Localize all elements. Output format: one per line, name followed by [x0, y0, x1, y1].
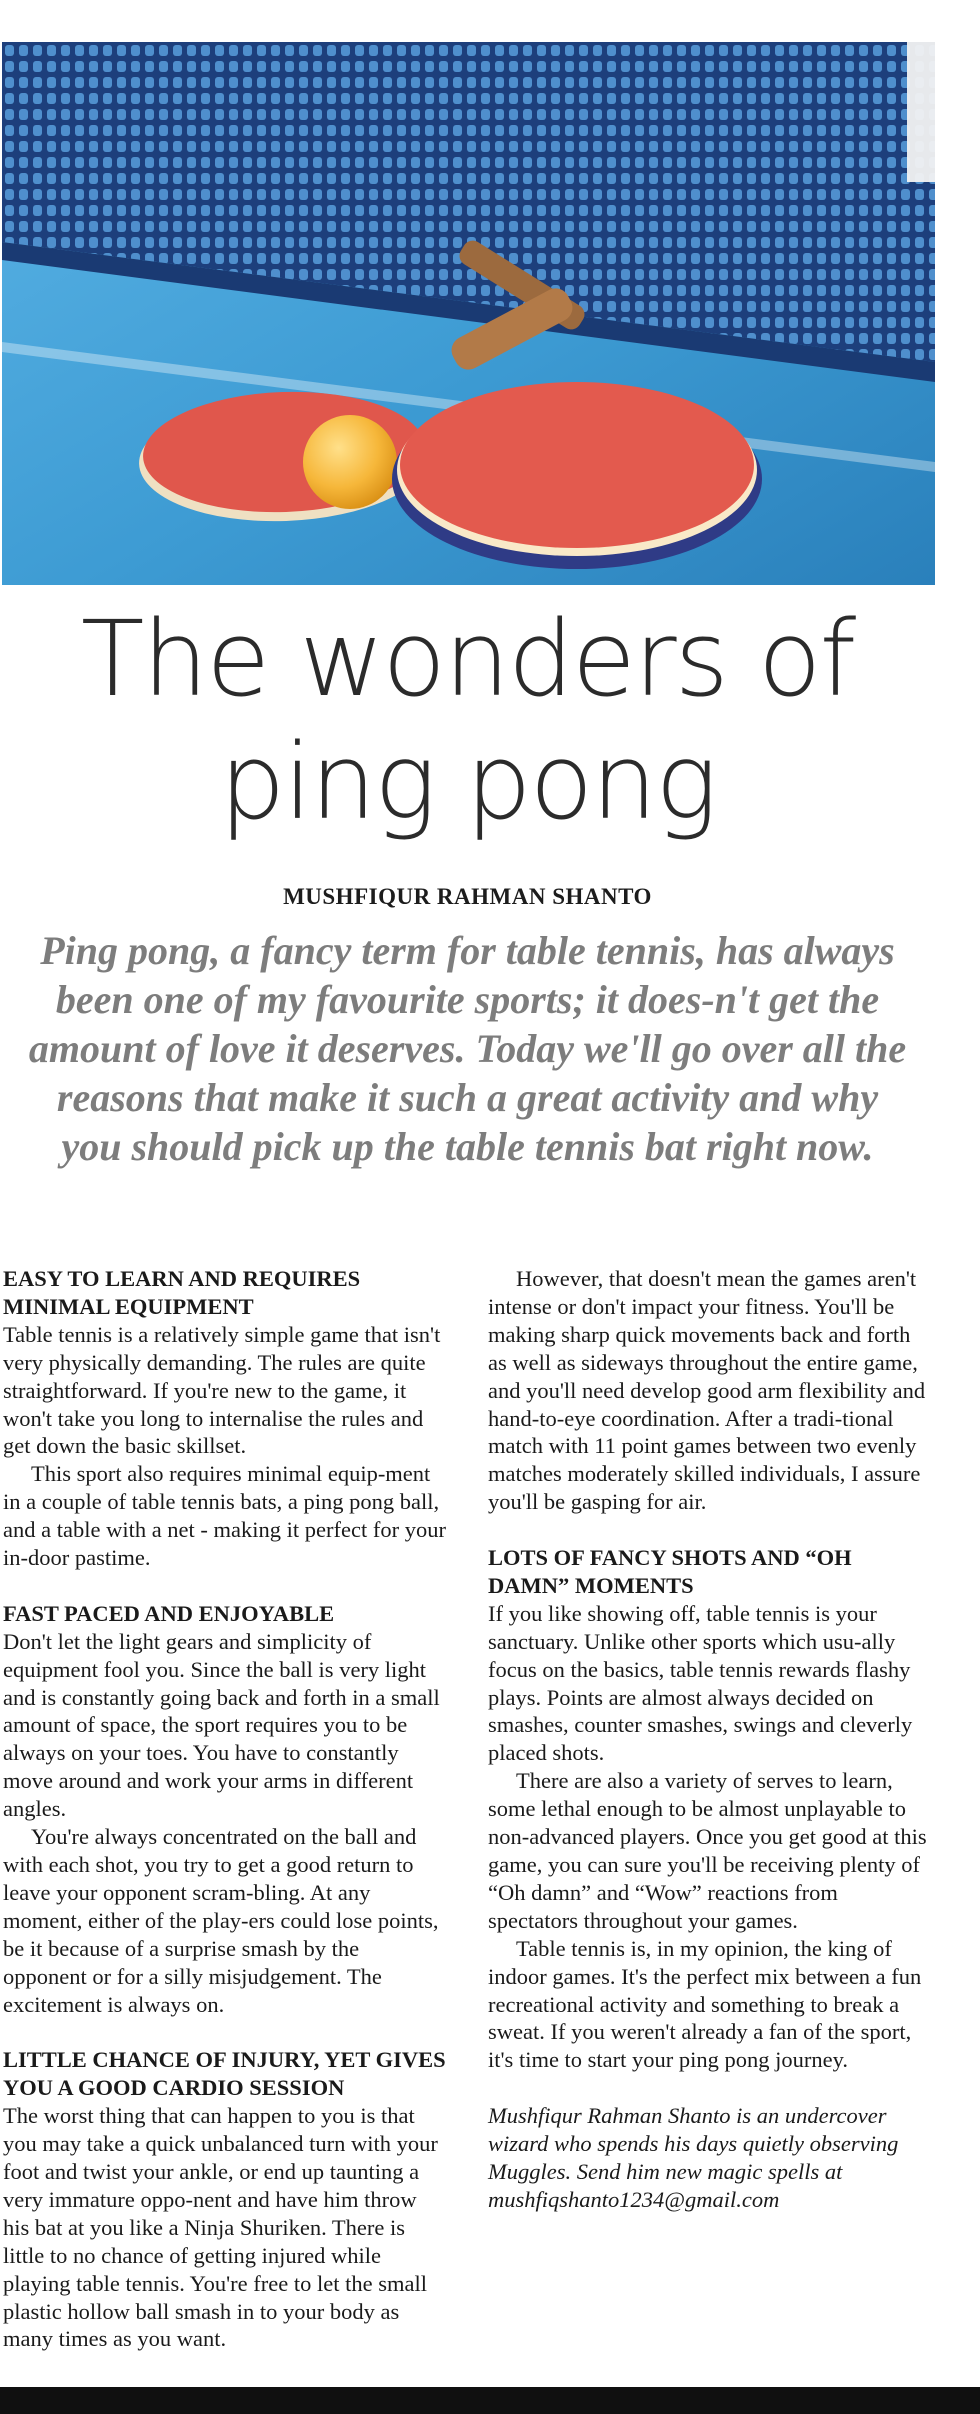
- paragraph: Table tennis is, in my opinion, the king of indoor games. It's the perfect mix between a fun recreational activity and something to break a sweat. If you weren't already a fan of the sport, it's time to start your ping pong journey.: [488, 1935, 922, 2073]
- headline-line-1: The wonders of: [80, 598, 855, 720]
- ping-pong-illustration: [2, 42, 935, 585]
- paragraph: The worst thing that can happen to you is that you may take a quick unbalanced turn with your foot and twist your ankle, or end up taunting a very immature oppo-nent and have him throw his bat at you like a Ninja Shuriken. There is little to no chance of getting injured while playing table tennis. You're free to let the small plastic hollow ball smash in to your body as many times as you want.: [3, 2103, 438, 2352]
- paragraph: Don't let the light gears and simplicity of equipment fool you. Since the ball is very light and is constantly going back and forth in a small amount of space, the sport requires you to be always on your toes. You have to constantly move around and work your arms in different angles.: [3, 1628, 440, 1822]
- section-heading: LOTS OF FANCY SHOTS AND “OH DAMN” MOMENTS: [488, 1545, 852, 1598]
- article-column-right: [488, 1265, 933, 2214]
- paragraph: Table tennis is a relatively simple game that isn't very physically demanding. The rules are quite straightforward. If you're new to the game, it won't take you long to internalise the rules and get down the basic skillset.: [3, 1321, 441, 1459]
- byline: MUSHFIQUR RAHMAN SHANTO: [283, 884, 652, 909]
- author-bio: Mushfiqur Rahman Shanto is an undercover wizard who spends his days quietly observing Muggles. Send him new magic spells at mushfiqshanto1234@gmail.com: [488, 2103, 899, 2212]
- article-column-left: [3, 1265, 448, 2353]
- paragraph: This sport also requires minimal equip-ment in a couple of table tennis bats, a ping pong ball, and a table with a net - making it perfect for your in-door pastime.: [3, 1461, 446, 1571]
- ball: [303, 415, 397, 509]
- headline-line-2: ping pong: [219, 721, 716, 843]
- hero-photo: [2, 42, 935, 585]
- section-heading: FAST PACED AND ENJOYABLE: [3, 1600, 335, 1626]
- net-post: [907, 42, 935, 182]
- paragraph: There are also a variety of serves to learn, some lethal enough to be almost unplayable to non-advanced players. Once you get good at this game, you can sure you'll be receiving plenty of “Oh damn” and “Wow” reactions from spectators throughout your games.: [488, 1768, 927, 1933]
- bottom-bar: [0, 2387, 980, 2414]
- section-heading: EASY TO LEARN AND REQUIRES MINIMAL EQUIPMENT: [3, 1266, 361, 1319]
- standfirst: Ping pong, a fancy term for table tennis, has always been one of my favourite sports; it does-n't get the amount of love it deserves. Today we'll go over all the reasons that make it such a great activity and why you should pick up the table tennis bat right now.: [28, 928, 907, 1169]
- paragraph: If you like showing off, table tennis is your sanctuary. Unlike other sports which usu-ally focus on the basics, table tennis rewards flashy plays. Points are almost always decided on smashes, counter smashes, swings and cleverly placed shots.: [488, 1600, 913, 1766]
- masthead: [0, 0, 980, 20]
- article-headline: [0, 598, 935, 844]
- paragraph: However, that doesn't mean the games aren't intense or don't impact your fitness. You'll be making sharp quick movements back and forth as well as sideways throughout the entire game, and you'll need develop good arm flexibility and hand-to-eye coordination. After a tradi-tional match with 11 point games between two evenly matches moderately skilled individuals, I assure you'll be gasping for air.: [488, 1266, 926, 1515]
- section-heading: LITTLE CHANCE OF INJURY, YET GIVES YOU A GOOD CARDIO SESSION: [3, 2047, 446, 2101]
- paragraph: You're always concentrated on the ball and with each shot, you try to get a good return to leave your opponent scram-bling. At any moment, either of the play-ers could lose points, be it because of a surprise smash by the opponent or for a silly misjudgement. The excitement is always on.: [3, 1824, 439, 2017]
